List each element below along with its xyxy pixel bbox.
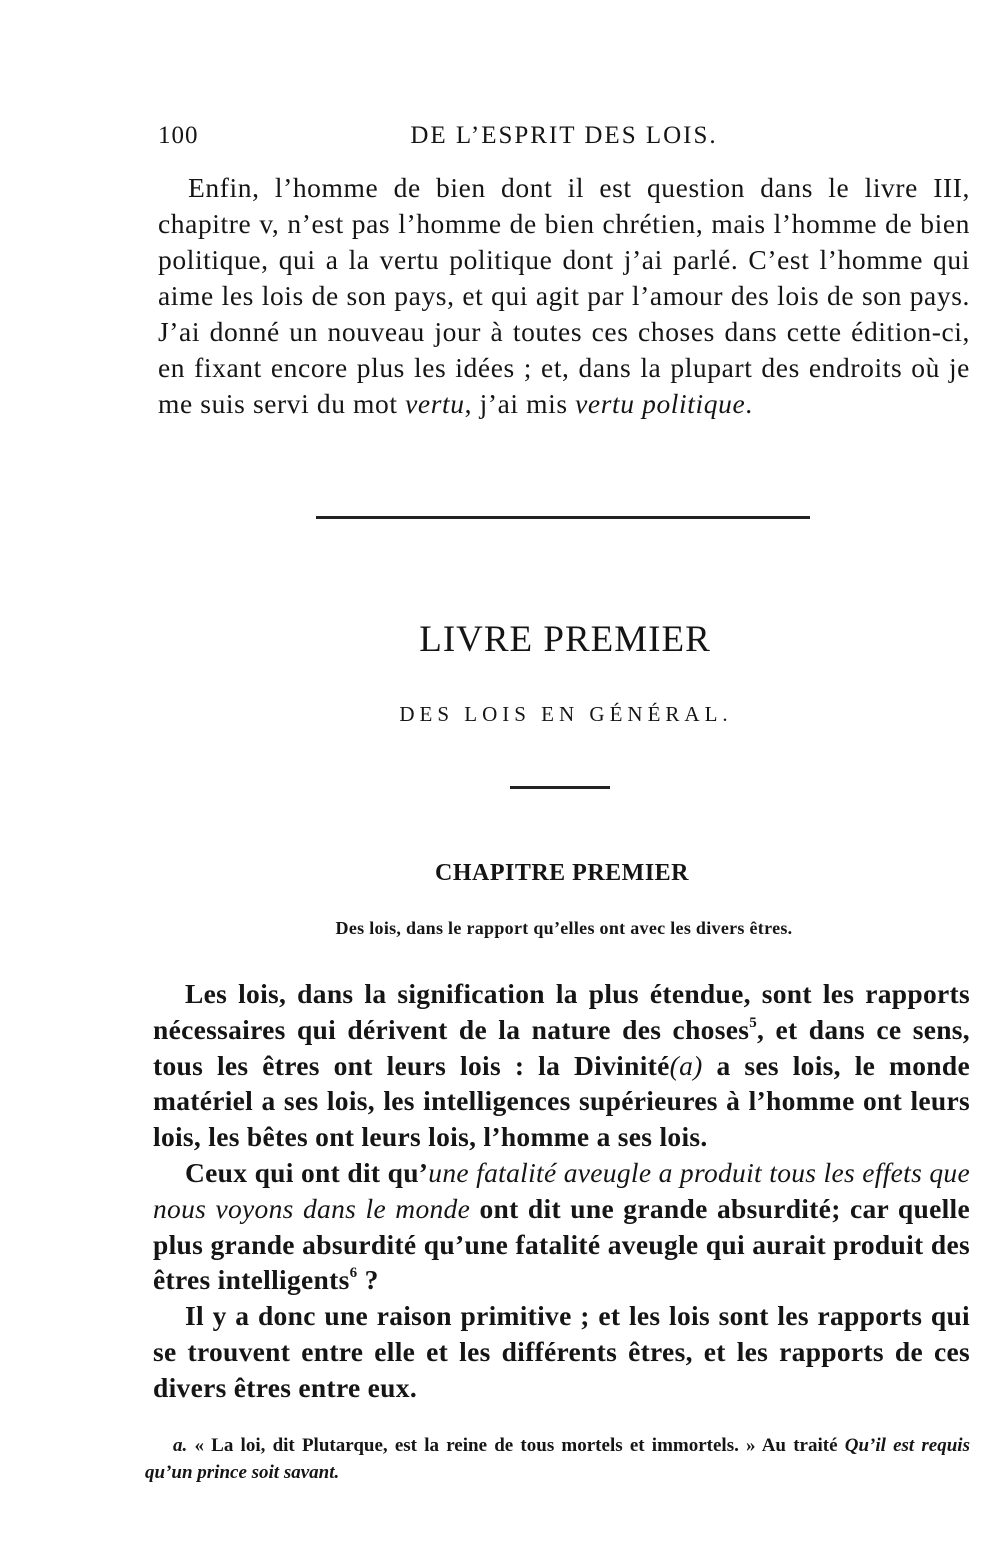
body-text: ont dit une grande absurdité; car quelle plus grande absurdité qu’une fatalité aveugle qui aurait produit des êtres intelligents	[153, 1192, 970, 1296]
running-title: DE L’ESPRIT DES LOIS.	[410, 122, 718, 149]
footnote-marker-a: (a)	[669, 1049, 703, 1081]
chapter-title: CHAPITRE PREMIER	[434, 860, 689, 886]
chapter-body	[153, 976, 970, 1406]
body-paragraph	[153, 1155, 970, 1298]
body-text: a ses lois, le monde matériel a ses lois, les intelligences supérieures à l’homme ont leurs lois, les bêtes ont leurs lois, l’homme a ses lois.	[153, 1049, 970, 1153]
footnote	[145, 1432, 970, 1486]
intro-text: Enfin, l’homme de bien dont il est question dans le livre III, chapitre v, n’est pas l’homme de bien chrétien, mais l’homme de bien politique, qui a la vertu politique dont j’ai parlé. C’est l’homme qui aime les lois de son pays, et qui agit par l’amour des lois de son pays. J’ai donné un nouveau jour à toutes ces choses dans cette édition-ci, en fixant encore plus les idées ; et, dans la plupart des endroits où je me suis servi du mot	[158, 172, 970, 419]
body-text: Ceux qui ont dit qu’	[185, 1156, 429, 1188]
footnote-italic-title: Qu’il est requis qu’un prince soit savant.	[145, 1435, 970, 1483]
intro-italic-vertu: vertu	[405, 388, 465, 419]
body-italic-quote: une fatalité aveugle a produit tous les effets que nous voyons dans le monde	[153, 1156, 970, 1224]
chapter-subtitle: Des lois, dans le rapport qu’elles ont avec les divers êtres.	[335, 918, 793, 938]
intro-italic-vertu-politique: vertu politique	[575, 388, 746, 419]
note-reference-5: 5	[749, 1014, 758, 1031]
intro-text: , j’ai mis	[464, 388, 576, 419]
body-paragraph	[153, 976, 970, 1155]
book-title: LIVRE PREMIER	[419, 619, 711, 660]
page-header	[158, 122, 970, 158]
intro-paragraph	[158, 170, 970, 422]
title-divider	[510, 786, 610, 789]
body-text: Les lois, dans la signification la plus étendue, sont les rapports nécessaires qui dérivent de la nature des choses	[153, 978, 970, 1045]
body-paragraph: Il y a donc une raison primitive ; et les lois sont les rapports qui se trouvent entre elle et les différents êtres, et les rapports de ces divers êtres entre eux.	[153, 1300, 970, 1403]
body-text: , et dans ce sens, tous les êtres ont leurs lois : la Divinité	[153, 1013, 970, 1081]
section-divider	[316, 516, 810, 519]
body-text: ?	[357, 1264, 379, 1296]
note-reference-6: 6	[349, 1265, 358, 1282]
book-subtitle: DES LOIS EN GÉNÉRAL.	[399, 702, 733, 726]
page-number: 100	[158, 122, 199, 149]
intro-text: .	[745, 388, 753, 419]
footnote-text: « La loi, dit Plutarque, est la reine de tous mortels et immortels. » Au traité	[187, 1435, 845, 1456]
footnote-marker: a.	[173, 1435, 188, 1456]
